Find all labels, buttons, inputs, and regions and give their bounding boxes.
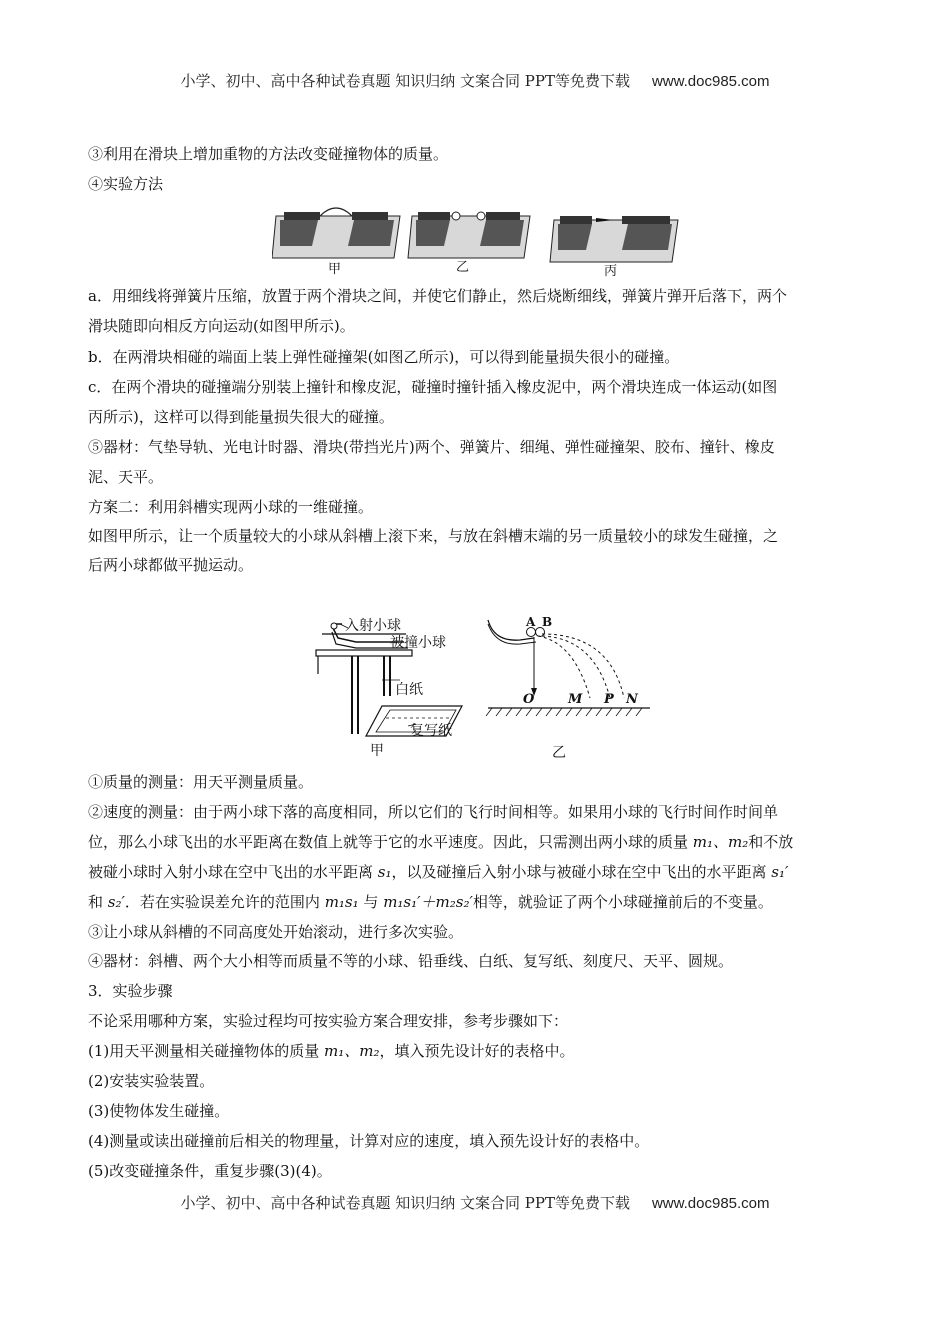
page-header [0,70,950,91]
point-A: A [526,615,536,629]
text-line: 丙所示)，这样可以得到能量损失很大的碰撞。 [88,408,394,426]
text-line: (2)安装实验装置。 [88,1072,215,1090]
header-text: 小学、初中、高中各种试卷真题 知识归纳 文案合同 PPT等免费下载 [180,72,630,90]
point-M: M [568,692,583,707]
math-m1-m2-b: m₁、m₂ [324,1042,380,1060]
text-line: 滑块随即向相反方向运动(如图甲所示)。 [88,317,355,335]
text-fragment: 和 [88,893,108,911]
text-fragment: ，以及碰撞后入射小球与被碰小球在空中飞出的水平距离 [391,863,772,881]
figure1-label-yi: 乙 [456,260,470,275]
text-line-with-math [88,1041,868,1061]
text-fragment: 位，那么小球飞出的水平距离在数值上就等于它的水平速度。因此，只需测出两小球的质量 [88,833,693,851]
header-url[interactable]: www.doc985.com [651,73,770,90]
text-line: ③利用在滑块上增加重物的方法改变碰撞物体的质量。 [88,145,449,163]
text-line: (3)使物体发生碰撞。 [88,1102,230,1120]
text-line: b．在两滑块相碰的端面上装上弹性碰撞架(如图乙所示)，可以得到能量损失很小的碰撞。 [88,348,680,366]
section-heading: 3．实验步骤 [88,982,173,1000]
text-line: 泥、天平。 [88,468,164,486]
text-line-with-math [88,832,868,852]
text-line-with-math [88,892,868,912]
annot-incident-ball: 入射小球 [345,618,401,634]
text-line: ③让小球从斜槽的不同高度处开始滚动，进行多次实验。 [88,923,464,941]
math-m1s1: m₁s₁ [324,893,359,911]
math-m1-m2: m₁、m₂ [692,833,749,851]
text-line: 后两小球都做平抛运动。 [88,556,254,574]
panel-bing [550,216,678,262]
figure2-label-yi: 乙 [552,745,566,761]
math-s1-prime: s₁′ [771,863,789,881]
text-line: a．用细线将弹簧片压缩，放置于两个滑块之间，并使它们静止，然后烧断细线，弹簧片弹开后落下，两个 [88,287,787,305]
point-O: O [523,692,535,707]
panel-jia [272,208,400,258]
panel-yi [408,212,530,258]
annot-carbon-paper: 复写纸 [410,723,452,739]
text-fragment: 和不放 [748,833,794,851]
footer-text: 小学、初中、高中各种试卷真题 知识归纳 文案合同 PPT等免费下载 [180,1194,630,1212]
text-line: (4)测量或读出碰撞前后相关的物理量，计算对应的速度，填入预先设计好的表格中。 [88,1132,650,1150]
text-fragment: (1)用天平测量相关碰撞物体的质量 [88,1042,325,1060]
figure1-label-bing: 丙 [604,264,618,279]
annot-white-paper: 白纸 [395,682,423,698]
text-line: (5)改变碰撞条件，重复步骤(3)(4)。 [88,1162,332,1180]
text-line-with-math [88,862,868,882]
text-line: ⑤器材：气垫导轨、光电计时器、滑块(带挡光片)两个、弹簧片、细绳、弹性碰撞架、胶布、撞针、橡皮 [88,438,775,456]
text-line: ④实验方法 [88,175,164,193]
annot-target-ball: 被撞小球 [390,635,446,651]
page-footer [0,1192,950,1213]
footer-url[interactable]: www.doc985.com [651,1195,770,1212]
text-line: 如图甲所示，让一个质量较大的小球从斜槽上滚下来，与放在斜槽末端的另一质量较小的球发生碰撞，之 [88,527,779,545]
text-line: ④器材：斜槽、两个大小相等而质量不等的小球、铅垂线、白纸、复写纸、刻度尺、天平、圆规。 [88,952,734,970]
point-B: B [542,615,553,629]
math-s1: s₁ [377,863,392,881]
text-line: ①质量的测量：用天平测量质量。 [88,773,314,791]
text-line: ②速度的测量：由于两小球下落的高度相同，所以它们的飞行时间相等。如果用小球的飞行时间作时间单 [88,803,779,821]
text-fragment: 被碰小球时入射小球在空中飞出的水平距离 [88,863,378,881]
text-line: 方案二：利用斜槽实现两小球的一维碰撞。 [88,498,374,516]
point-N: N [626,692,638,707]
figure2-label-jia: 甲 [370,743,384,759]
text-fragment: ．若在实验误差允许的范围内 [124,893,325,911]
math-s2-prime: s₂′ [107,893,125,911]
math-momentum-sum: m₁s₁′＋m₂s₂′ [383,893,473,911]
text-fragment: 相等，就验证了两个小球碰撞前后的不变量。 [472,893,773,911]
text-fragment: ，填入预先设计好的表格中。 [379,1042,575,1060]
text-fragment: 与 [358,893,384,911]
point-P: P [604,692,614,707]
text-line: c．在两个滑块的碰撞端分别装上撞针和橡皮泥，碰撞时撞针插入橡皮泥中，两个滑块连成一体运动(如图 [88,378,778,396]
text-line: 不论采用哪种方案，实验过程均可按实验方案合理安排，参考步骤如下： [88,1012,569,1030]
figure1-label-jia: 甲 [328,262,342,277]
